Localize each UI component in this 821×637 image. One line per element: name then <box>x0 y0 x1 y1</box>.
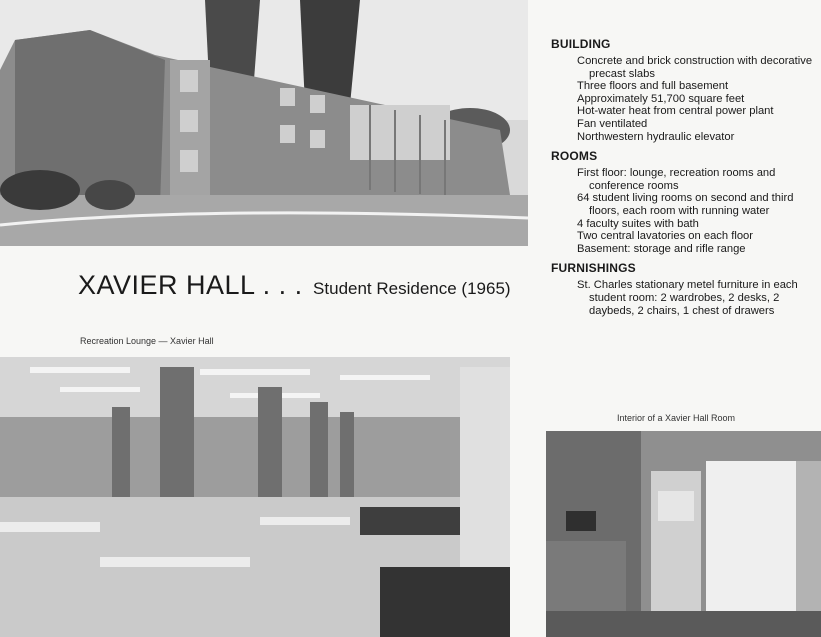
rooms-heading: ROOMS <box>551 149 598 164</box>
list-item: Approximately 51,700 square feet <box>577 92 745 105</box>
title-main: XAVIER HALL . . . <box>78 270 303 300</box>
recreation-lounge-photo <box>0 357 510 637</box>
list-item: Concrete and brick construction with decorative precast slabs <box>577 55 813 80</box>
room-caption: Interior of a Xavier Hall Room <box>617 413 736 423</box>
list-item: St. Charles stationary metel furniture in each student room: 2 wardrobes, 2 desks, 2 daybeds, 2 chairs, 1 chest of drawers <box>577 279 798 317</box>
title-subtitle: Student Residence (1965) <box>313 279 511 298</box>
list-item: Hot-water heat from central power plant <box>577 105 774 118</box>
list-item: 4 faculty suites with bath <box>577 217 699 230</box>
lounge-caption: Recreation Lounge — Xavier Hall <box>80 336 214 346</box>
specifications-list <box>551 37 819 323</box>
list-item: Basement: storage and rifle range <box>577 242 746 255</box>
list-item: Northwestern hydraulic elevator <box>577 130 735 143</box>
list-item: Two central lavatories on each floor <box>577 230 753 243</box>
list-item: Three floors and full basement <box>577 80 729 93</box>
list-item: 64 student living rooms on second and third floors, each room with running water <box>577 192 794 217</box>
building-heading: BUILDING <box>551 37 611 51</box>
building-items <box>577 55 819 143</box>
page-title <box>78 270 511 301</box>
student-room-photo <box>546 431 821 637</box>
furnishings-heading: FURNISHINGS <box>551 261 636 276</box>
list-item: Fan ventilated <box>577 117 648 130</box>
building-exterior-photo <box>0 0 528 246</box>
list-item: First floor: lounge, recreation rooms and conference rooms <box>577 167 776 192</box>
furnishings-items <box>577 279 819 317</box>
rooms-items <box>577 167 819 255</box>
